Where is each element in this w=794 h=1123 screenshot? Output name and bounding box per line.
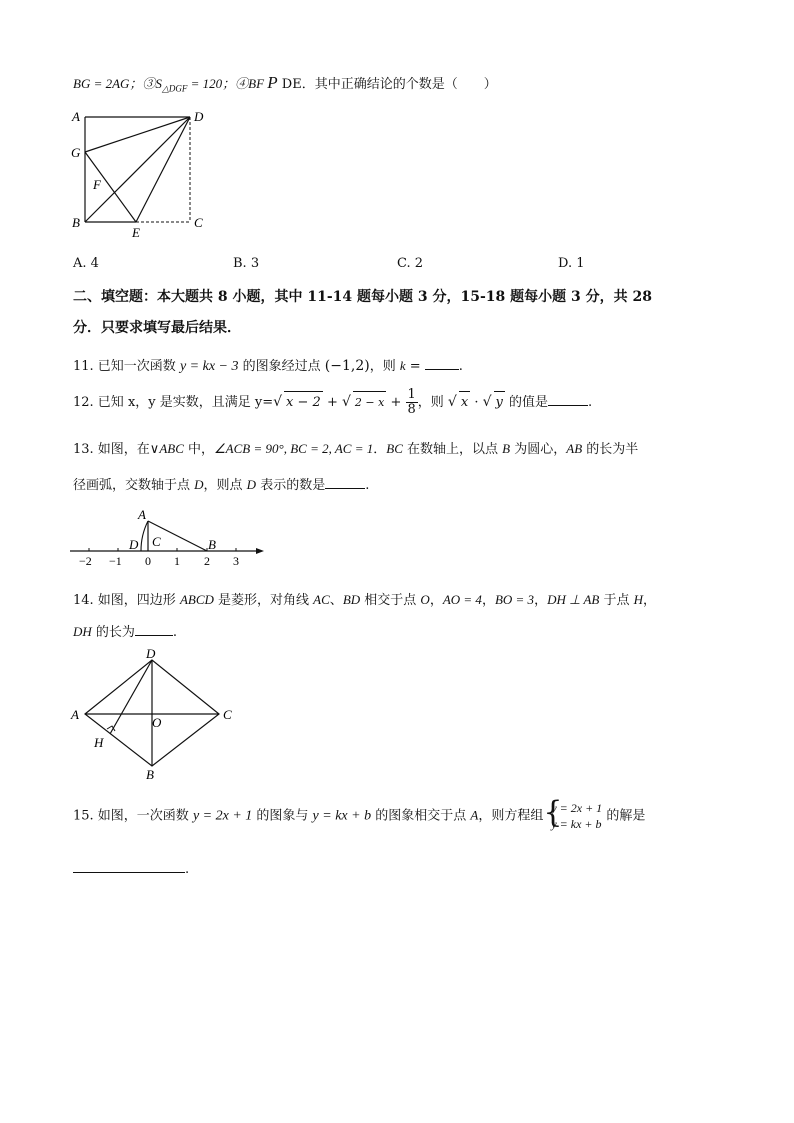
q12-a: 12. 已知 x，y 是实数，且满足 y= [73, 395, 274, 410]
q13-l1-f: 的长为半 [582, 442, 639, 457]
q10-part2: = 120；④BF [187, 76, 268, 91]
q10-label-b: B [72, 215, 80, 230]
q10-label-f: F [93, 177, 101, 192]
q12-root2: 2 − x [353, 391, 386, 414]
q15-answer-blank[interactable] [73, 860, 185, 873]
q11-answer-blank[interactable] [425, 357, 459, 370]
q13-tick-neg1: −1 [109, 554, 122, 568]
question-15-line2 [73, 860, 189, 877]
q13-label-c: C [152, 534, 161, 549]
q12-plus1: + [322, 395, 342, 410]
q10-option-c: C. 2 [397, 256, 424, 271]
q12-plus2: + [386, 395, 406, 410]
q14-l2-end: . [172, 625, 178, 640]
q13-label-b: B [208, 537, 216, 552]
q14-l1-c: 、 [329, 593, 343, 608]
q14-l1-ao: AO = 4 [442, 592, 482, 607]
q12-root-y: y [494, 391, 505, 414]
q15-eq2: y = kx + b [312, 808, 372, 824]
q13-tick-2: 2 [204, 554, 210, 568]
q14-l1-bo: BO = 3 [494, 592, 535, 607]
q14-label-d: D [146, 648, 156, 661]
q13-number-line-figure [66, 504, 270, 570]
q13-l1-ab: AB [566, 441, 583, 456]
q14-l1-H: H [633, 592, 643, 607]
q12-root1: x − 2 [284, 391, 323, 414]
q11-end: . [458, 359, 463, 374]
q15-eq1: y = 2x + 1 [192, 808, 253, 824]
q11-c: ，则 [369, 359, 400, 374]
q14-l1-d: 相交于点 [360, 593, 421, 608]
q14-label-b: B [146, 767, 154, 782]
q15-A: A [470, 807, 479, 823]
q13-l1-bc: BC [386, 441, 403, 456]
q12-dot: · [470, 395, 483, 410]
q12-frac-num: 1 [407, 387, 416, 402]
q15-sys-row2: y = kx + b [551, 817, 602, 831]
q13-l2-b: ，则点 [203, 478, 247, 493]
q10-label-g: G [71, 145, 81, 160]
q15-equation-system: { y = 2x + 1 y = kx + b [543, 795, 603, 831]
q11-k: k [399, 358, 406, 373]
q14-l2-dh: DH [73, 624, 92, 639]
q11-b: 的图象经过点 [238, 359, 325, 374]
q15-e: 的解是 [602, 808, 646, 824]
q14-l1-dh: DH ⊥ AB [547, 592, 600, 607]
question-14-line1 [73, 589, 656, 608]
question-15-line1 [73, 795, 646, 832]
question-11 [73, 355, 463, 375]
q10-sub: △DGF [161, 83, 188, 94]
q10-parallel-symbol: P [267, 73, 278, 92]
q13-l1-b: 中， [183, 442, 215, 457]
q13-label-a: A [138, 507, 146, 522]
q14-l1-f: ， [481, 593, 495, 608]
q10-part3: DE．其中正确结论的个数是（ ） [277, 77, 497, 92]
q12-frac-den: 8 [407, 402, 416, 417]
q13-l1-B: B [502, 441, 511, 456]
q14-l1-o: O [420, 592, 430, 607]
q14-l2-a: 的长为 [91, 625, 135, 640]
q13-label-d: D [129, 537, 139, 552]
q10-part1: BG = 2AG；③S [73, 76, 162, 91]
q12-c: 的值是 [504, 395, 549, 410]
q15-a: 15. 如图，一次函数 [73, 808, 193, 824]
q13-tick-1: 1 [174, 554, 180, 568]
q13-l2-c: 表示的数是 [256, 478, 326, 493]
q14-l1-e: ， [429, 593, 443, 608]
q13-l1-d: 在数轴上，以点 [402, 442, 503, 457]
q13-l1-a: 13. 如图，在∨ [73, 442, 160, 457]
q12-b: ，则 [417, 395, 448, 410]
q14-label-c: C [223, 707, 232, 722]
q13-l2-D: D [194, 477, 204, 492]
q15-end: . [185, 862, 190, 877]
q13-l2-a: 径画弧，交数轴于点 [73, 478, 195, 493]
q13-l1-c: ． [373, 442, 387, 457]
q14-l1-bd: BD [342, 592, 361, 607]
q14-l1-g: ， [534, 593, 548, 608]
question-12: 12. 已知 x，y 是实数，且满足 y=√ x − 2 + √ 2 − x + $\frac{1}{8}$ ，则 √ x · √ y 的值是 . [73, 387, 593, 417]
question-13-line1 [73, 438, 638, 457]
q15-d: ，则方程组 [478, 808, 544, 824]
q13-tick-3: 3 [233, 554, 239, 568]
q13-l2-D2: D [246, 477, 257, 492]
q10-conclusion-line [73, 73, 497, 95]
q11-a: 11. 已知一次函数 [73, 359, 180, 374]
q14-l1-b: 是菱形，对角线 [213, 593, 314, 608]
q13-answer-blank[interactable] [325, 476, 365, 489]
q11-eq: y = kx − 3 [179, 359, 239, 374]
q14-label-h: H [94, 735, 104, 750]
q14-l1-a: 14. 如图，四边形 [73, 593, 180, 608]
q14-l1-h: 于点 [599, 593, 634, 608]
q13-l2-end: . [365, 478, 370, 493]
q14-label-o: O [152, 715, 162, 730]
q11-d: = [405, 359, 425, 374]
q11-point: (−1,2) [324, 358, 370, 374]
q14-l1-i: ， [642, 593, 656, 608]
q10-label-d: D [194, 109, 204, 124]
q12-fraction [406, 388, 418, 417]
q10-option-a: A. 4 [73, 256, 99, 271]
q13-tick-0: 0 [145, 554, 151, 568]
q14-l1-ac: AC [313, 592, 330, 607]
q12-root-x: x [459, 391, 470, 414]
q14-label-a: A [71, 707, 79, 722]
q12-end: . [588, 395, 593, 410]
q12-answer-blank[interactable] [548, 393, 588, 406]
question-13-line2 [73, 474, 369, 493]
q13-l1-cond: ∠ACB = 90°, BC = 2, AC = 1 [214, 441, 374, 456]
q14-answer-blank[interactable] [135, 623, 173, 636]
q15-c: 的图象相交于点 [371, 808, 471, 824]
q13-l1-tri: ABC [159, 441, 184, 456]
q10-option-d: D. 1 [558, 256, 585, 271]
q10-square-figure [66, 106, 216, 240]
q13-tick-neg2: −2 [79, 554, 92, 568]
q13-l1-e: 为圆心， [510, 442, 567, 457]
question-14-line2 [73, 621, 177, 640]
q10-label-c: C [194, 215, 203, 230]
q10-option-b: B. 3 [233, 256, 260, 271]
q15-b: 的图象与 [252, 808, 313, 824]
section2-heading-line2: 分．只要求填写最后结果． [73, 320, 241, 336]
section2-heading-line1: 二、填空题：本大题共 8 小题，其中 11-14 题每小题 3 分，15-18 题每小题 3 分，共 28 [73, 289, 652, 305]
q10-label-e: E [132, 225, 140, 240]
q10-label-a: A [72, 109, 80, 124]
q15-sys-row1: y = 2x + 1 [551, 801, 603, 815]
q14-rhombus-figure [66, 648, 246, 782]
q14-l1-abcd: ABCD [179, 592, 214, 607]
